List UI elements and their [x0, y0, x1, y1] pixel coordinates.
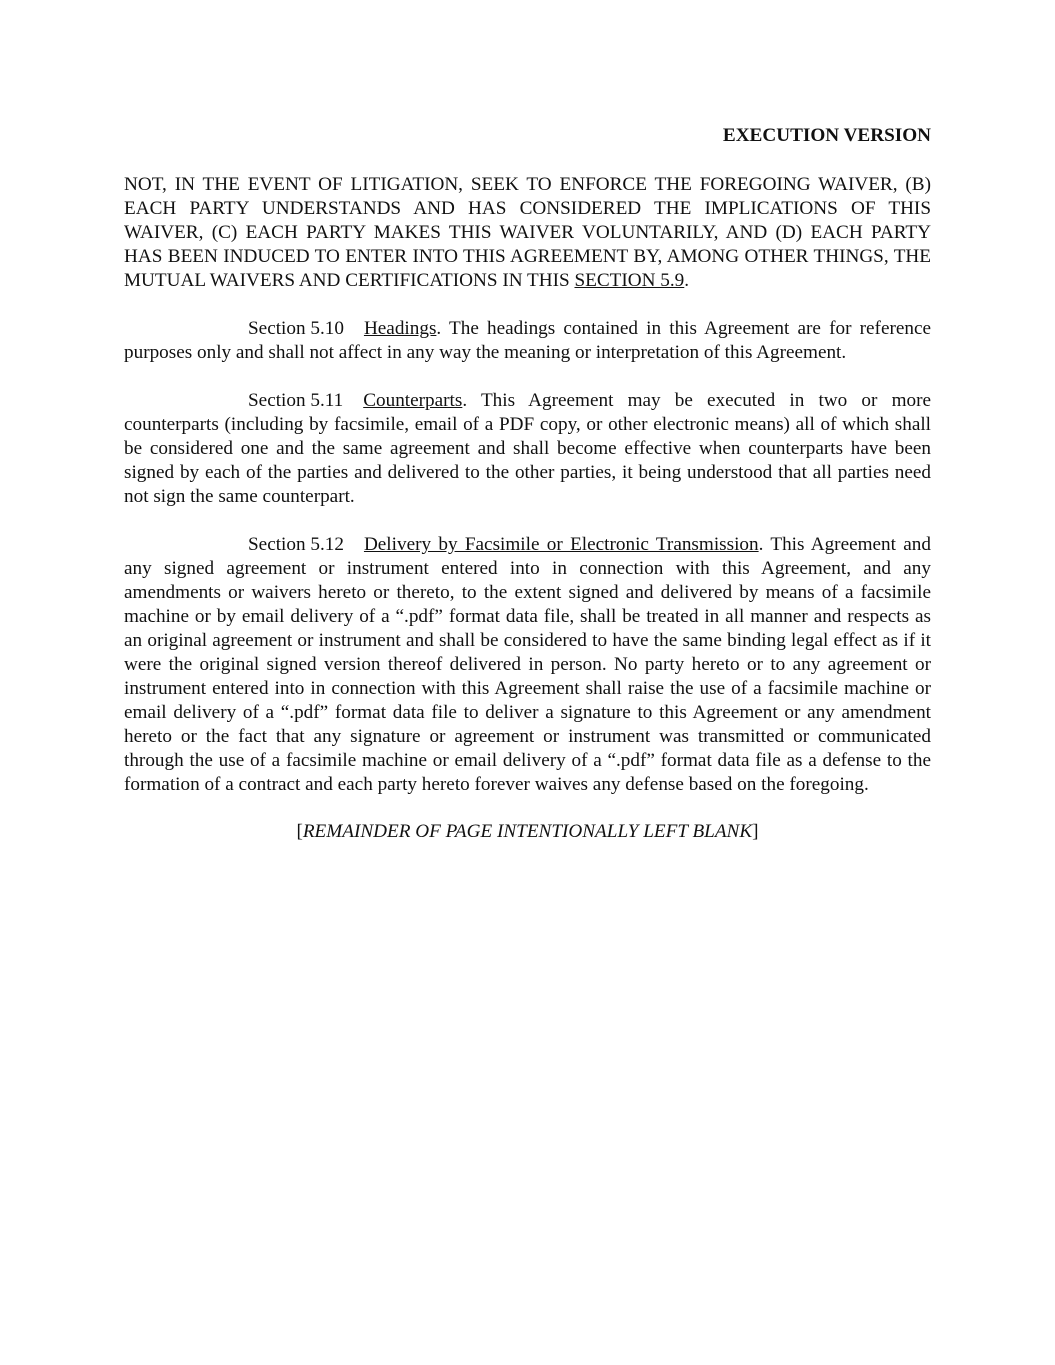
execution-version-label: EXECUTION VERSION	[722, 125, 931, 146]
section-number: Section 5.10	[248, 318, 344, 339]
section-number: Section 5.12	[248, 534, 344, 555]
section-body: . This Agreement and any signed agreement or instrument entered into in connection with this Agreement, and any amendments or waivers hereto or thereto, to the extent signed and delivered by means of a facsimile machine or by email delivery of a “.pdf” format data file, shall be treated in all manner and respects as an original agreement or instrument and shall be considered to have the same binding legal effect as if it were the original signed version thereof delivered in person. No party hereto or to any agreement or instrument entered into in connection with this Agreement shall raise the use of a facsimile machine or email delivery of a “.pdf” format data file to deliver a signature to this Agreement or any amendment hereto or the fact that any signature or agreement or instrument was transmitted or communicated through the use of a facsimile machine or email delivery of a “.pdf” format data file as a defense to the formation of a contract and each party hereto forever waives any defense based on the foregoing.	[124, 534, 931, 795]
document-page	[124, 124, 931, 868]
remainder-notice	[124, 820, 931, 844]
section-number: Section 5.11	[248, 390, 344, 411]
section-5-12-paragraph	[124, 533, 931, 797]
section-heading: Delivery by Facsimile or Electronic Transmission	[363, 534, 759, 555]
section-5-10-paragraph	[124, 317, 931, 365]
section-body: . The headings contained in this Agreement are for reference purposes only and shall not affect in any way the meaning or interpretation of this Agreement.	[124, 318, 931, 363]
bracket-open: [	[296, 821, 303, 842]
section-body: . This Agreement may be executed in two or more counterparts (including by facsimile, email of a PDF copy, or other electronic means) all of which shall be considered one and the same agreement and shall become effective when counterparts have been signed by each of the parties and delivered to the other parties, it being understood that all parties need not sign the same counterpart.	[124, 390, 931, 507]
bracket-close: ]	[752, 821, 759, 842]
remainder-text: REMAINDER OF PAGE INTENTIONALLY LEFT BLANK	[302, 821, 753, 842]
continuation-end: .	[684, 270, 690, 291]
section-heading: Counterparts	[363, 390, 463, 411]
section-5-11-paragraph	[124, 389, 931, 509]
section-reference-link: SECTION 5.9	[574, 270, 685, 291]
continuation-paragraph	[124, 173, 931, 293]
section-heading: Headings	[363, 318, 437, 339]
continuation-text: NOT, IN THE EVENT OF LITIGATION, SEEK TO ENFORCE THE FOREGOING WAIVER, (B) EACH PARTY UNDERSTANDS AND HAS CONSIDERED THE IMPLICATIONS OF THIS WAIVER, (C) EACH PARTY MAKES THIS WAIVER VOLUNTARILY, AND (D) EACH PARTY HAS BEEN INDUCED TO ENTER INTO THIS AGREEMENT BY, AMONG OTHER THINGS, THE MUTUAL WAIVERS AND CERTIFICATIONS IN THIS	[124, 174, 931, 291]
